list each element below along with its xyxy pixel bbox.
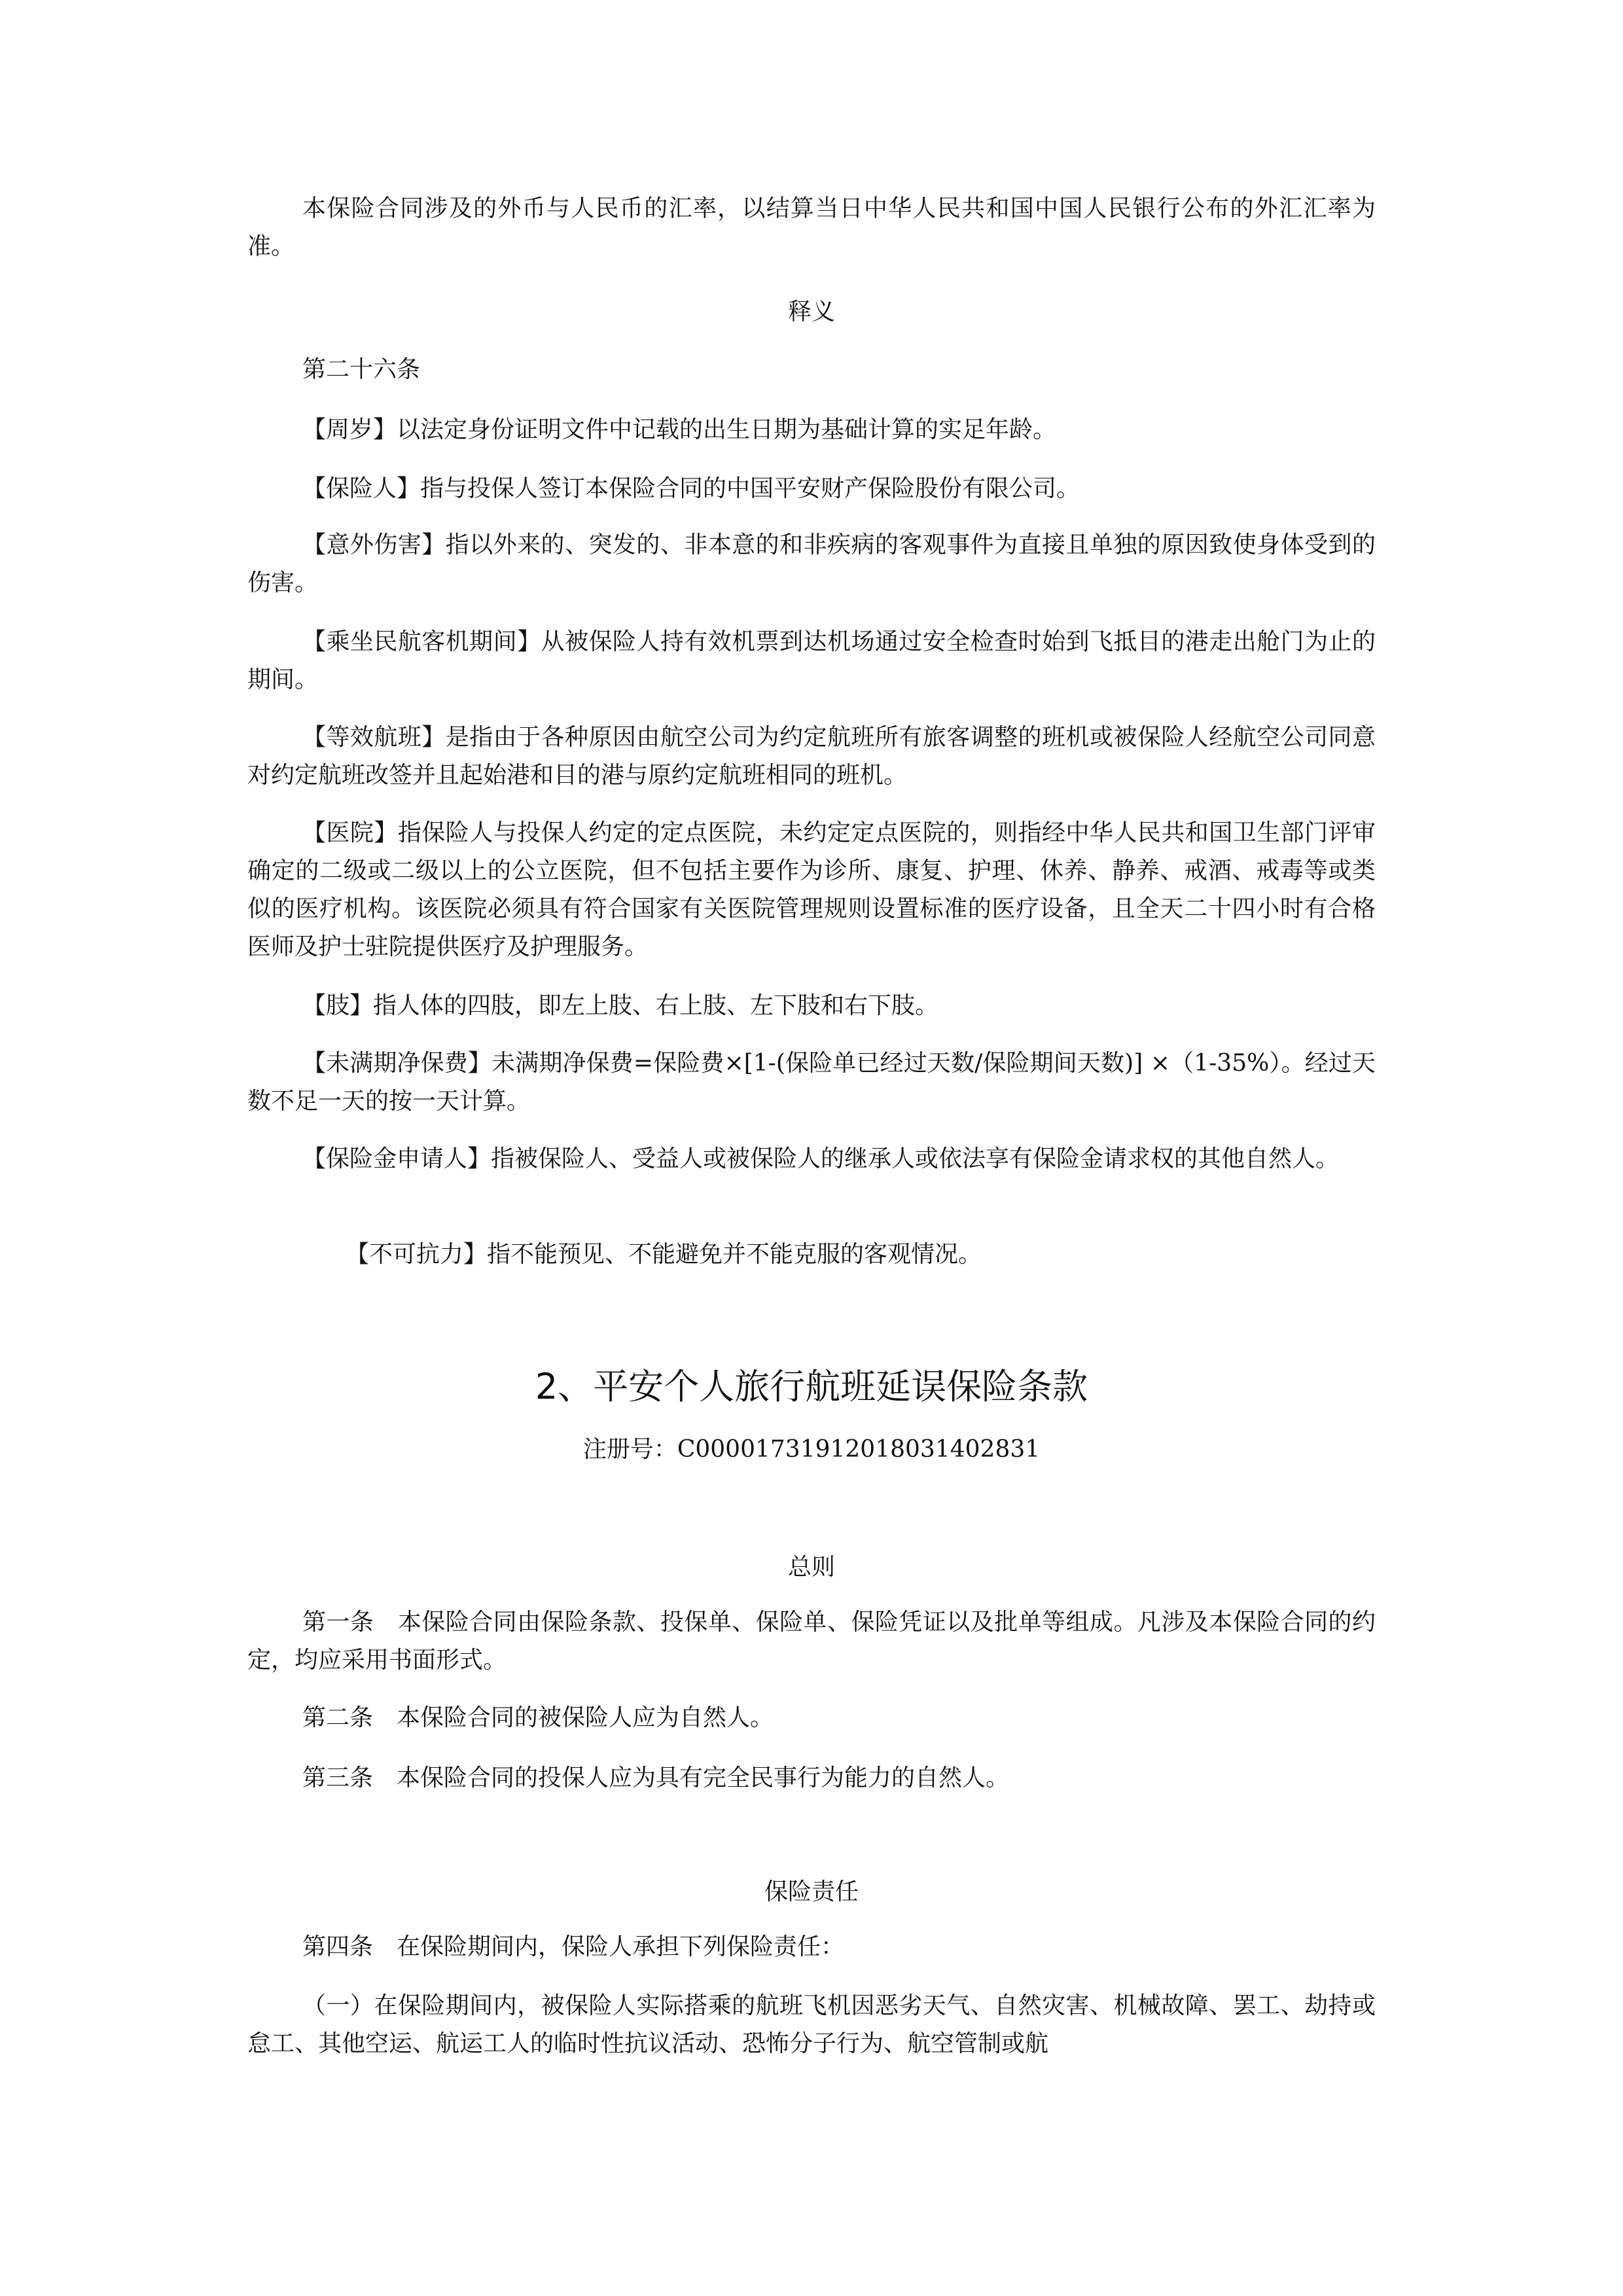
definition-force-majeure [247,1236,1376,1274]
article-2: 第二条 本保险合同的被保险人应为自然人。 [302,1704,774,1731]
definition-term: 【等效航班】 [302,724,446,751]
definition-text: 未满期净保费=保险费×[1-(保险单已经过天数/保险期间天数)] ×（1-35%）。经过天数不足一天的按一天计算。 [247,1050,1376,1115]
registration-number: 注册号：C00001731912018031402831 [582,1436,1041,1463]
heading-general-provisions: 总则 [787,1554,835,1581]
definition-term: 【不可抗力】 [346,1241,488,1268]
definition-insurer [247,470,1376,508]
definition-term: 【未满期净保费】 [302,1050,492,1077]
definition-text: 指被保险人、受益人或被保险人的继承人或依法享有保险金请求权的其他自然人。 [491,1145,1340,1172]
definition-text: 指不能预见、不能避免并不能克服的客观情况。 [487,1241,982,1268]
definition-claimant [247,1140,1376,1178]
definition-accidental-injury [247,526,1376,602]
definition-text: 指人体的四肢，即左上肢、右上肢、左下肢和右下肢。 [373,992,939,1019]
heading-definitions: 释义 [787,298,835,325]
heading-insurance-liability: 保险责任 [764,1878,859,1905]
definition-age [247,411,1376,449]
exchange-rate-paragraph: 本保险合同涉及的外币与人民币的汇率，以结算当日中华人民共和国中国人民银行公布的外汇汇率为准。 [247,195,1376,260]
article-4: 第四条 在保险期间内，保险人承担下列保险责任： [302,1933,845,1960]
definition-text: 指保险人与投保人约定的定点医院，未约定定点医院的，则指经中华人民共和国卫生部门评审确定的二级或二级以上的公立医院，但不包括主要作为诊所、康复、护理、休养、静养、戒酒、戒毒等或类似的医疗机构。该医院必须具有符合国家有关医院管理规则设置标准的医疗设备，且全天二十四小时有合格医师及护士驻院提供医疗及护理服务。 [247,819,1376,960]
definition-term: 【乘坐民航客机期间】 [302,628,541,655]
article-26-label: 第二十六条 [302,356,421,383]
definition-term: 【肢】 [302,992,374,1019]
definition-text: 从被保险人持有效机票到达机场通过安全检查时始到飞抵目的港走出舱门为止的期间。 [247,628,1376,693]
definition-unearned-premium [247,1045,1376,1121]
definition-term: 【医院】 [302,819,398,846]
definition-hospital [247,814,1376,966]
definition-text: 以法定身份证明文件中记载的出生日期为基础计算的实足年龄。 [397,416,1057,443]
definition-term: 【周岁】 [302,416,397,443]
definition-term: 【保险金申请人】 [302,1145,491,1172]
definition-term: 【保险人】 [302,475,421,502]
article-3: 第三条 本保险合同的投保人应为具有完全民事行为能力的自然人。 [302,1765,1010,1791]
definition-limb [247,987,1376,1025]
document-page [247,0,1376,2296]
definition-equivalent-flight [247,719,1376,795]
section-title: 2、平安个人旅行航班延误保险条款 [535,1366,1088,1407]
article-1: 第一条 本保险合同由保险条款、投保单、保险单、保险凭证以及批单等组成。凡涉及本保险合同的约定，均应采用书面形式。 [247,1609,1376,1674]
definition-text: 指与投保人签订本保险合同的中国平安财产保险股份有限公司。 [420,475,1080,502]
definition-text: 指以外来的、突发的、非本意的和非疾病的客观事件为直接且单独的原因致使身体受到的伤害。 [247,531,1376,596]
definition-text: 是指由于各种原因由航空公司为约定航班所有旅客调整的班机或被保险人经航空公司同意对约定航班改签并且起始港和目的港与原约定航班相同的班机。 [247,724,1376,789]
definition-term: 【意外伤害】 [302,531,446,558]
definition-flight-period [247,623,1376,699]
liability-item-1: （一）在保险期间内，被保险人实际搭乘的航班飞机因恶劣天气、自然灾害、机械故障、罢工、劫持或怠工、其他空运、航运工人的临时性抗议活动、恐怖分子行为、航空管制或航 [247,1992,1376,2057]
